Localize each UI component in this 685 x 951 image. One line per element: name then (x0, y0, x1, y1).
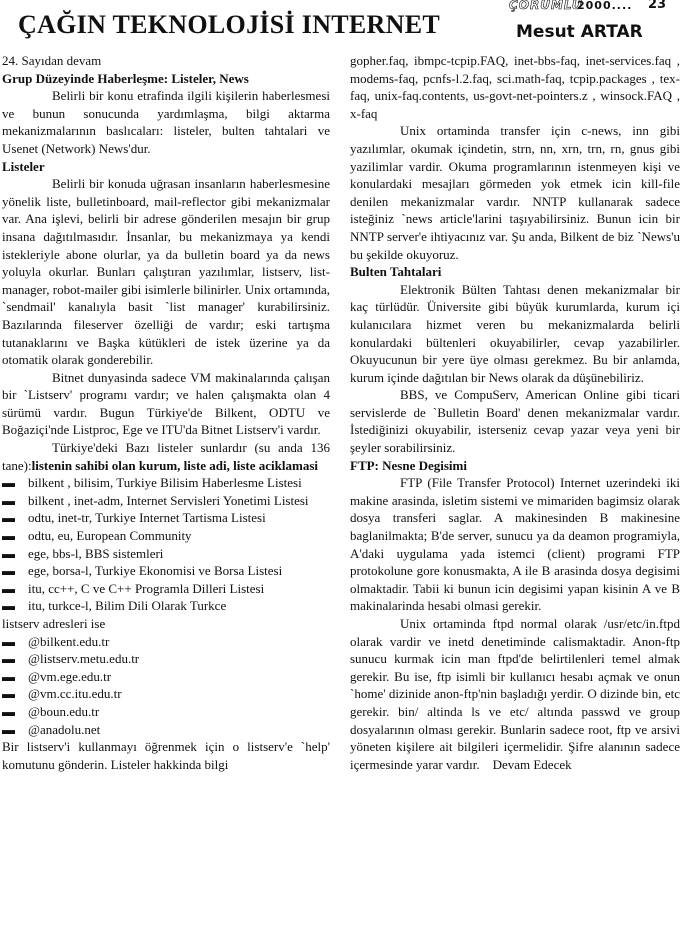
address-item (2, 703, 330, 721)
paragraph: Belirli bir konu etrafinda ilgili kişilerin haberlesmesi ve bunun sonucunda yardımlaşma, bilgi aktarma mekanizmalarının baslıcaları: listeler, bulten tahtalari ve Usenet (Network) News'dur. (2, 88, 330, 156)
address-item (2, 685, 330, 703)
intro-line: 24. Sayıdan devam (2, 53, 102, 68)
lists-column-description: listenin sahibi olan kurum, liste adi, liste aciklamasi (31, 457, 318, 473)
list-item (2, 562, 330, 580)
bullet-marker: ▬ (2, 633, 15, 649)
page-number: 23 (648, 0, 667, 12)
list-item (2, 492, 330, 510)
paragraph-text: Unix ortaminda ftpd normal olarak /usr/etc/in.ftpd olarak vardir ve inetd denetiminde calismaktadir. Anon-ftp sunucu kurmak icin man ftpd'de belirtilenleri temel almak gerekir. Bu ise, ftp isimli bir kullanıcı hesabı açmak ve onun `home' dizinide anon-ftp'nin başladığı yerdir. O dizinde bin, etc gerekir. bin/ altinda ls ve etc/ altında passwd ve group dosyalarının olması gerekir. Bunlarin sadece root, ftp ve arsivi yöneten kişilere ait bilgileri içermelidir. Şifre alanının sadece içermesinde yarar vardır. (350, 616, 680, 772)
list-item (2, 545, 330, 563)
bullet-marker: ▬ (2, 580, 15, 596)
list-item-text: ege, borsa-l, Turkiye Ekonomisi ve Borsa Listesi (28, 563, 283, 579)
list-item-text: odtu, inet-tr, Turkiye Internet Tartisma Listesi (28, 510, 266, 526)
page-title: ÇAĞIN TEKNOLOJİSİ INTERNET (18, 10, 440, 39)
section-heading-bulletin-boards: Bulten Tahtalari (350, 264, 442, 280)
list-item (2, 527, 330, 545)
magazine-logo: ÇORUMLU (509, 0, 583, 12)
paragraph: Belirli bir konuda uğrasan insanların haberlesmesine yönelik liste, bulletinboard, mail-reflector gibi mekanizmalar var. Ana işlevi, belirli bir adrese gönderilen mesajın bir grup insana dağıtılmasıdır. İnsanlar, bu mekanizmaya ya kendi istekleriyle abone olurlar, ya da bulletin board ya da news yoluyla okurlar. Bunları çalıştıran yazılımlar, listserv, list-manager, robot-mailer gibi isimlerle bilinirler. Unix ortamında, `sendmail' kanalıyla basit `list manager' kurabilirsiniz. Bazılarında fileserver özelliği de vardır; eski tartışma tutanaklarını ve Başka kütükleri de istek üzerine ya da otomatik olarak gonderebilir. (2, 176, 330, 368)
address-item-text: @boun.edu.tr (28, 703, 100, 719)
address-item-text: @vm.cc.itu.edu.tr (28, 686, 122, 702)
paragraph (350, 615, 680, 773)
address-item (2, 668, 330, 686)
bullet-marker: ▬ (2, 721, 15, 737)
bullet-marker: ▬ (2, 651, 15, 667)
bullet-marker: ▬ (2, 668, 15, 684)
bullet-marker: ▬ (2, 475, 15, 491)
address-item (2, 650, 330, 668)
paragraph: FTP (File Transfer Protocol) Internet uzerindeki iki makine arasinda, isletim sistemi ve mimariden bagimsiz olarak dosya transferi saglar. A makinesinden B makinesine baglanilmakta; B'de server, sunucu ya da deamon programiyla, A'daki uygulama yada istemci (client) programi FTP protokolune gore konusmakta, A ile B arasinda dosya degisimi olmaktadir. Tabii ki bunun icin degisimi yapan kisinin A ve B makinalarinda hesabi olmasi gerekir. (350, 475, 680, 614)
paragraph: BBS, ve CompuServ, American Online gibi ticari servislerde de `Bulletin Board' denen mekanizmalar vardır. İstediğinizi okuyabilir, isterseniz cevap yazar veya yeni bir şeyler sorabilirsiniz. (350, 387, 680, 456)
bullet-marker: ▬ (2, 563, 15, 579)
list-item-text: itu, cc++, C ve C++ Programla Dilleri Listesi (28, 580, 265, 596)
turkish-lists (2, 474, 330, 615)
list-item (2, 474, 330, 492)
paragraph: Elektronik Bülten Tahtası denen mekanizmalar bir kaç türlüdür. Üniversite gibi büyük kurumlarda, kurum içi kulanıcılara hizmet veren bu mekanizmalarda belirli konulardaki bültenleri okuyabilirler, cevap yazabilirler. Okuyucunun bir yere üye olması gerekmez. Bu bir anlamda, kurum içinde dağıtılan bir News olarak da düşünebiliriz. (350, 281, 680, 385)
list-item (2, 597, 330, 615)
bullet-marker: ▬ (2, 545, 15, 561)
address-item-text: @listserv.metu.edu.tr (28, 651, 140, 667)
bullet-marker: ▬ (2, 686, 15, 702)
paragraph: Bitnet dunyasinda sadece VM makinalarında çalışan bir `Listserv' programı vardır; ve halen çalışmakta olan 4 sürümü vardır. Bugun Türkiye'de Bilkent, ODTU ve Boğaziçi'nde Listproc, Ege ve ITU'da Bitnet Listserv'i vardır. (2, 369, 330, 438)
list-item-text: bilkent , bilisim, Turkiye Bilisim Haberlesme Listesi (28, 475, 302, 491)
address-item-text: @bilkent.edu.tr (28, 633, 110, 649)
bullet-marker: ▬ (2, 528, 15, 544)
bullet-marker: ▬ (2, 598, 15, 614)
paragraph: Bir listserv'i kullanmayı öğrenmek için o listserv'e `help' komutunu gönderin. Listeler hakkinda bilgi (2, 739, 330, 772)
address-item-text: @anadolu.net (28, 721, 101, 737)
list-item-text: bilkent , inet-adm, Internet Servisleri Yonetimi Listesi (28, 492, 309, 508)
list-item-text: odtu, eu, European Community (28, 528, 192, 544)
paragraph (2, 439, 330, 474)
address-item (2, 633, 330, 651)
bullet-marker: ▬ (2, 510, 15, 526)
paragraph: gopher.faq, ibmpc-tcpip.FAQ, inet-bbs-faq, inet-services.faq , modems-faq, pcnfs-l.2.faq, sci.math-faq, tcpip.packages , tex-faq, unix-faq.contents, us-govt-net-pointers.z , winsock.FAQ , x-faq (350, 53, 680, 121)
address-item (2, 721, 330, 739)
lists-intro-text: Türkiye'deki Bazı listeler sunlardır (su anda 136 tane): (2, 440, 330, 473)
issue-date: 2000.... (577, 0, 633, 12)
bullet-marker: ▬ (2, 492, 15, 508)
continued-note: Devam Edecek (492, 756, 572, 772)
section-heading-group-communication: Grup Düzeyinde Haberleşme: Listeler, News (2, 70, 249, 86)
list-item (2, 509, 330, 527)
section-heading-lists: Listeler (2, 158, 45, 174)
section-heading-ftp: FTP: Nesne Degisimi (350, 457, 467, 473)
right-column (350, 52, 680, 773)
list-item-text: itu, turkce-l, Bilim Dili Olarak Turkce (28, 598, 227, 614)
author-name: Mesut ARTAR (516, 22, 643, 42)
bullet-marker: ▬ (2, 703, 15, 719)
paragraph: Unix ortaminda transfer için c-news, inn gibi yazılımlar, okumak içindetin, strn, nn, xrn, trn, rn, gnus gibi yazilimlar vardir. Okuma programlarının istenmeyen kişi ve konulardaki mesajları görmeden yok etmek icin kill-file denilen mekanizmalar vardır. NNTP kullanarak sadece isteğiniz `news article'larini taşıyabilirsiniz. Bunun icin bir NNTP server'e ihtiyacınız var. Şu anda, Bilkent de biz `News'u bu şekilde okuyoruz. (350, 123, 680, 262)
address-item-text: @vm.ege.edu.tr (28, 668, 112, 684)
list-item (2, 580, 330, 598)
left-column (2, 52, 330, 773)
list-item-text: ege, bbs-l, BBS sistemleri (28, 545, 164, 561)
address-title: listserv adresleri ise (2, 616, 106, 631)
listserv-addresses (2, 633, 330, 739)
